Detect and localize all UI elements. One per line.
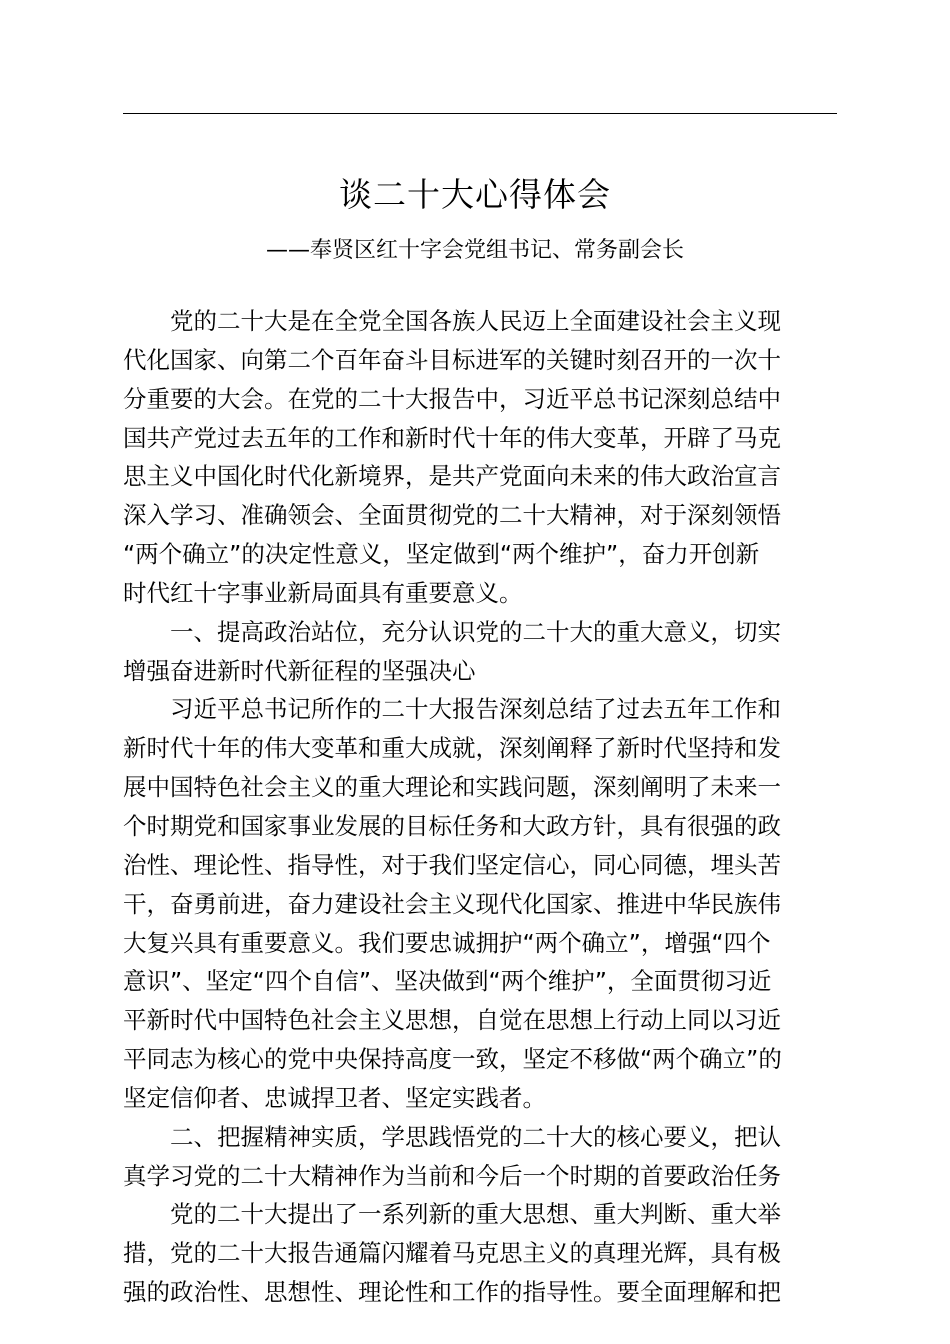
- document-subtitle: ——奉贤区红十字会党组书记、常务副会长: [265, 238, 684, 263]
- text-line: 思主义中国化时代化新境界，是共产党面向未来的伟大政治宣言: [123, 462, 781, 491]
- text-line: “两个确立”的决定性意义，坚定做到“两个维护”，奋力开创新: [123, 540, 760, 569]
- text-line: 国共产党过去五年的工作和新时代十年的伟大变革，开辟了马克: [123, 423, 781, 452]
- text-line: 展中国特色社会主义的重大理论和实践问题，深刻阐明了未来一: [123, 773, 781, 802]
- text-line: 强的政治性、思想性、理论性和工作的指导性。要全面理解和把: [123, 1278, 781, 1307]
- text-line: 二、把握精神实质，学思践悟党的二十大的核心要义，把认: [170, 1122, 781, 1151]
- header-rule: [123, 113, 837, 114]
- text-line: 平同志为核心的党中央保持高度一致，坚定不移做“两个确立”的: [123, 1045, 782, 1074]
- text-line: 坚定信仰者、忠诚捍卫者、坚定实践者。: [123, 1083, 546, 1112]
- text-line: 治性、理论性、指导性，对于我们坚定信心，同心同德，埋头苦: [123, 850, 781, 879]
- text-line: 大复兴具有重要意义。我们要忠诚拥护“两个确立”，增强“四个: [123, 928, 771, 957]
- text-line: 措，党的二十大报告通篇闪耀着马克思主义的真理光辉，具有极: [123, 1239, 781, 1268]
- document-body: [123, 302, 843, 1312]
- text-line: 代化国家、向第二个百年奋斗目标进军的关键时刻召开的一次十: [123, 345, 781, 374]
- text-line: 个时期党和国家事业发展的目标任务和大政方针，具有很强的政: [123, 811, 781, 840]
- text-line: 分重要的大会。在党的二十大报告中，习近平总书记深刻总结中: [123, 384, 781, 413]
- text-line: 干，奋勇前进，奋力建设社会主义现代化国家、推进中华民族伟: [123, 889, 781, 918]
- text-line: 新时代十年的伟大变革和重大成就，深刻阐释了新时代坚持和发: [123, 734, 781, 763]
- text-line: 一、提高政治站位，充分认识党的二十大的重大意义，切实: [170, 617, 781, 646]
- text-line: 深入学习、准确领会、全面贯彻党的二十大精神，对于深刻领悟: [123, 501, 781, 530]
- text-line: 平新时代中国特色社会主义思想，自觉在思想上行动上同以习近: [123, 1006, 781, 1035]
- text-line: 增强奋进新时代新征程的坚强决心: [123, 656, 476, 685]
- text-line: 习近平总书记所作的二十大报告深刻总结了过去五年工作和: [170, 695, 781, 724]
- text-line: 意识”、坚定“四个自信”、坚决做到“两个维护”，全面贯彻习近: [123, 967, 772, 996]
- text-line: 党的二十大是在全党全国各族人民迈上全面建设社会主义现: [170, 307, 781, 335]
- text-line: 党的二十大提出了一系列新的重大思想、重大判断、重大举: [170, 1200, 781, 1229]
- text-line: 时代红十字事业新局面具有重要意义。: [123, 578, 523, 607]
- document-title: 谈二十大心得体会: [339, 175, 611, 214]
- text-line: 真学习党的二十大精神作为当前和今后一个时期的首要政治任务: [123, 1161, 781, 1190]
